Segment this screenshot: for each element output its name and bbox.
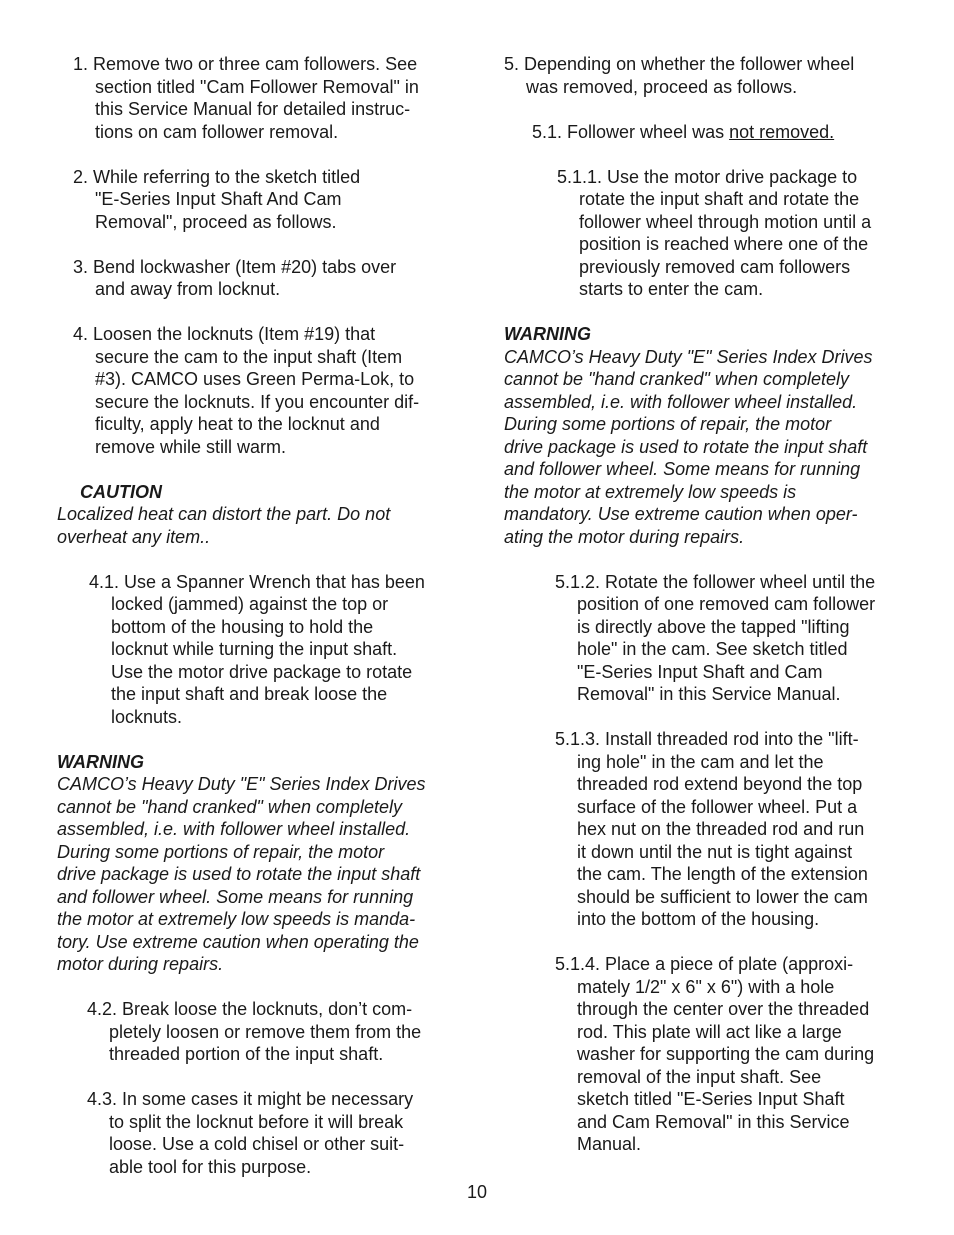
text-line: assembled, i.e. with follower wheel installed. [57,819,411,839]
text-line: locked (jammed) against the top or [111,594,389,614]
text-line: 4.3. In some cases it might be necessary [87,1089,414,1109]
text-line: this Service Manual for detailed instruc- [95,99,411,119]
text-line: threaded rod extend beyond the top [577,774,863,794]
text-line: and follower wheel. Some means for running [504,459,861,479]
text-line: into the bottom of the housing. [577,909,820,929]
text-line: washer for supporting the cam during [577,1044,875,1064]
text-line: CAMCO’s Heavy Duty "E" Series Index Drives [504,346,873,367]
text-line: remove while still warm. [95,436,287,457]
step-3 [73,256,457,301]
text-line: pletely loosen or remove them from the [109,1021,422,1042]
warning-title-right: WARNING [504,324,591,344]
text-line: position of one removed cam follower [577,594,876,614]
text-line: cannot be "hand cranked" when completely [57,796,402,817]
text-line: locknuts. [111,706,183,727]
text-line: follower wheel through motion until a [579,211,872,232]
text-line: ing hole" in the cam and let the [577,751,824,772]
text-line: rod. This plate will act like a large [577,1021,842,1042]
text-line: the input shaft and break loose the [111,684,388,704]
text-line: CAMCO’s Heavy Duty "E" Series Index Drives [57,774,426,794]
text-line: and Cam Removal" in this Service [577,1111,850,1132]
text-line: "E-Series Input Shaft And Cam [95,189,342,209]
text-line: During some portions of repair, the motor [504,414,832,434]
text-line: Manual. [577,1134,642,1154]
text-line: was removed, proceed as follows. [526,76,798,97]
text-line: 5. Depending on whether the follower wheel [504,54,855,74]
text-line: locknut while turning the input shaft. [111,639,398,659]
text-line: and follower wheel. Some means for running [57,886,414,907]
text-line: Removal", proceed as follows. [95,211,337,232]
warning-body-left [57,773,457,976]
text-line: to split the locknut before it will break [109,1111,404,1132]
text-line: 5.1.4. Place a piece of plate (approxi- [555,954,854,974]
text-line: able tool for this purpose. [109,1156,312,1177]
caution-body [57,503,457,548]
page-number: 10 [466,1182,488,1202]
text-line: 4.1. Use a Spanner Wrench that has been [89,571,425,592]
text-line: the motor at extremely low speeds is [504,481,797,502]
text-line: surface of the follower wheel. Put a [577,796,858,817]
text-line: through the center over the threaded [577,999,870,1019]
text-line: Removal" in this Service Manual. [577,684,841,704]
warning-title-left: WARNING [57,751,144,772]
step-5-1-2 [555,571,904,706]
step-5-1-prefix: 5.1. Follower wheel was [532,121,730,142]
text-line: previously removed cam followers [579,256,851,277]
text-line: Use the motor drive package to rotate [111,661,413,682]
text-line: mandatory. Use extreme caution when oper- [504,504,858,524]
text-line: 1. Remove two or three cam followers. See [73,54,418,74]
text-line: "E-Series Input Shaft and Cam [577,661,823,682]
step-5-1-1 [557,166,904,301]
text-line: cannot be "hand cranked" when completely [504,369,849,389]
step-1 [73,53,457,143]
text-line: 3. Bend lockwasher (Item #20) tabs over [73,256,397,277]
text-line: drive package is used to rotate the input shaft [57,864,421,884]
text-line: 4. Loosen the locknuts (Item #19) that [73,324,376,344]
text-line: loose. Use a cold chisel or other suit- [109,1134,405,1154]
text-line: drive package is used to rotate the input shaft [504,436,868,457]
step-4-2 [87,998,457,1066]
text-line: section titled "Cam Follower Removal" in [95,76,419,97]
text-line: tions on cam follower removal. [95,121,339,142]
text-line: and away from locknut. [95,279,281,299]
text-line: rotate the input shaft and rotate the [579,189,860,209]
left-column [57,53,457,1178]
text-line: Localized heat can distort the part. Do not [57,504,391,524]
text-line: hex nut on the threaded rod and run [577,819,865,839]
text-line: sketch titled "E-Series Input Shaft [577,1089,845,1109]
text-line: 5.1.1. Use the motor drive package to [557,166,858,187]
text-line: hole" in the cam. See sketch titled [577,639,848,659]
text-line: position is reached where one of the [579,234,869,254]
text-line: it down until the nut is tight against [577,841,853,862]
step-4-3 [87,1088,457,1178]
step-2 [73,166,457,234]
text-line: should be sufficient to lower the cam [577,886,868,907]
step-5-1-underlined: not removed. [729,121,835,142]
step-5-1 [532,121,904,144]
text-line: tory. Use extreme caution when operating the [57,931,419,952]
text-line: secure the locknuts. If you encounter dif- [95,391,420,412]
text-line: 5.1.2. Rotate the follower wheel until the [555,571,876,592]
text-line: motor during repairs. [57,954,224,974]
right-column [504,53,904,1156]
text-line: 4.2. Break loose the locknuts, don’t com- [87,999,413,1019]
text-line: #3). CAMCO uses Green Perma-Lok, to [95,369,415,389]
text-line: 2. While referring to the sketch titled [73,166,361,187]
text-line: ating the motor during repairs. [504,526,745,547]
step-5 [504,53,904,98]
text-line: assembled, i.e. with follower wheel installed. [504,391,858,412]
warning-body-right [504,346,904,549]
text-line: the motor at extremely low speeds is manda- [57,909,416,929]
step-4 [73,323,457,458]
text-line: secure the cam to the input shaft (Item [95,346,403,367]
caution-title: CAUTION [80,481,162,502]
step-4-1 [89,571,457,729]
text-line: starts to enter the cam. [579,279,764,299]
text-line: the cam. The length of the extension [577,864,868,884]
text-line: overheat any item.. [57,526,211,547]
text-line: threaded portion of the input shaft. [109,1044,384,1064]
text-line: ficulty, apply heat to the locknut and [95,414,380,434]
text-line: removal of the input shaft. See [577,1066,822,1087]
step-5-1-4 [555,953,904,1156]
text-line: During some portions of repair, the motor [57,841,385,862]
step-5-1-3 [555,728,904,931]
text-line: bottom of the housing to hold the [111,616,374,637]
text-line: mately 1/2" x 6" x 6") with a hole [577,976,835,997]
text-line: is directly above the tapped "lifting [577,616,850,637]
text-line: 5.1.3. Install threaded rod into the "lift- [555,729,859,749]
